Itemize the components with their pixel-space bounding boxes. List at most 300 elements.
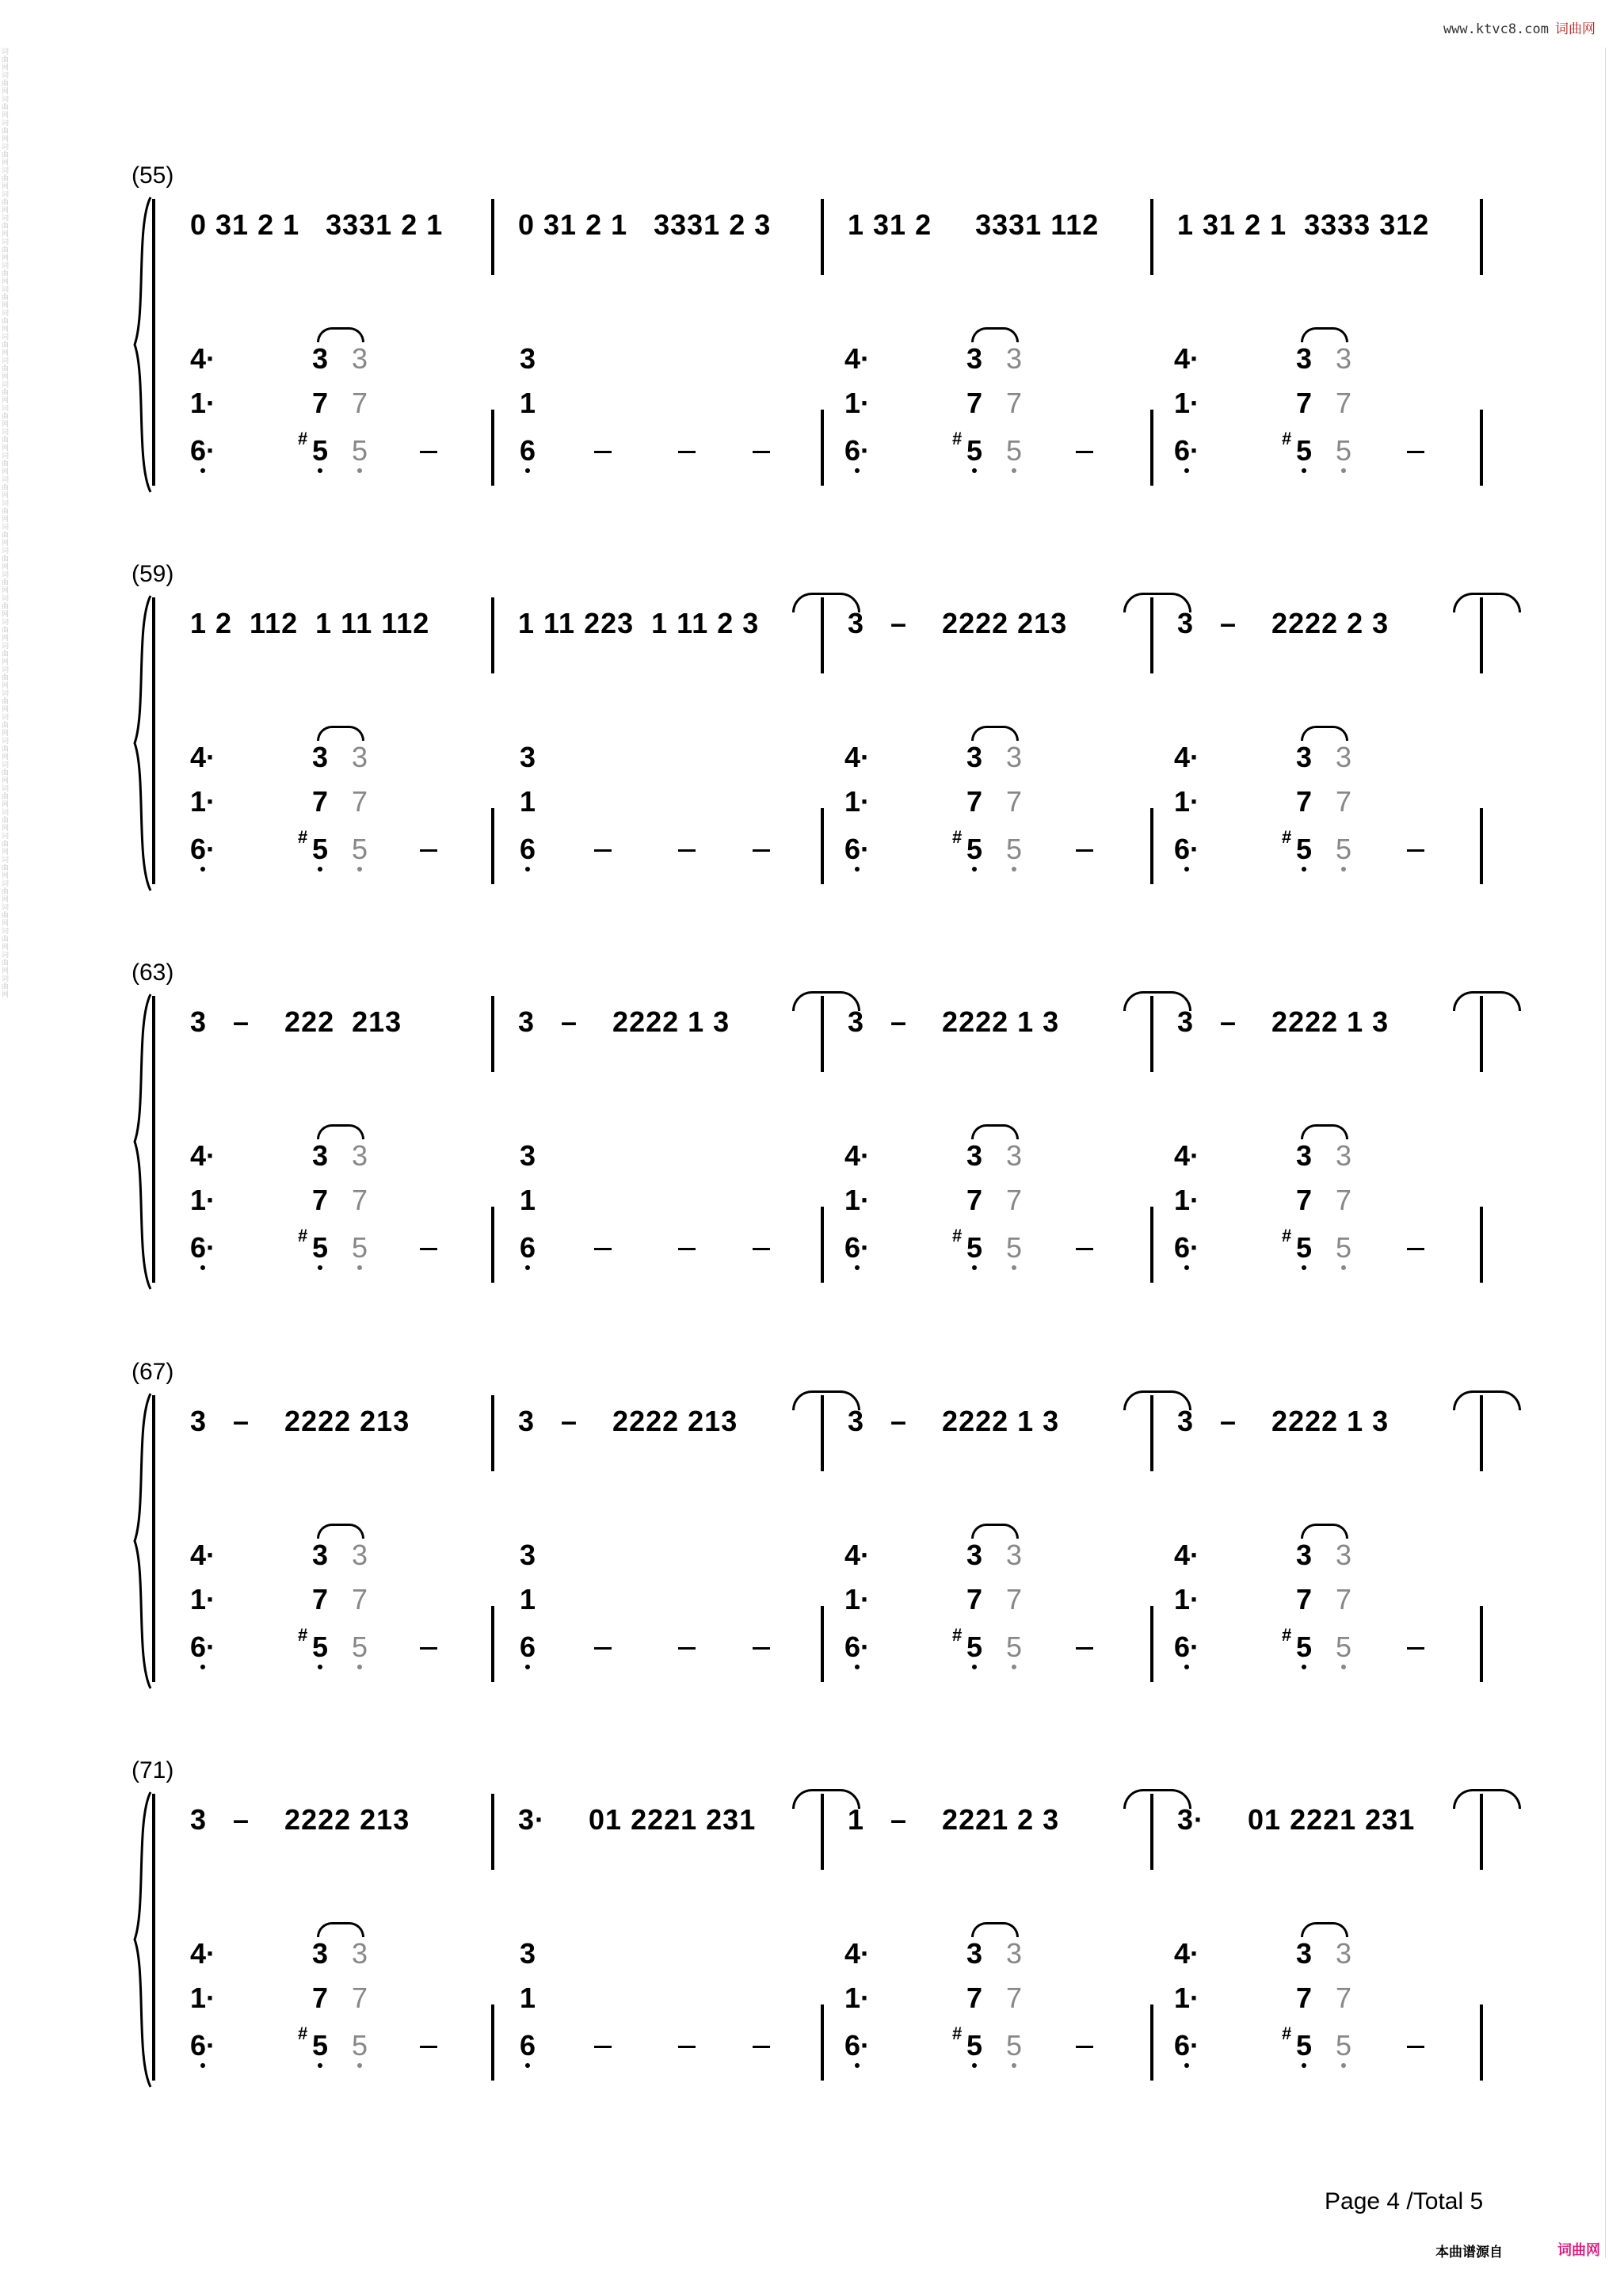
- chord-note: 5: [966, 2029, 983, 2062]
- barline: [491, 410, 494, 486]
- chord-note: 4·: [1173, 741, 1199, 773]
- chord-note: 7: [351, 785, 368, 818]
- chord-note: 5: [1295, 434, 1313, 467]
- tie-arc: [317, 726, 364, 741]
- chord-note: 3: [519, 342, 536, 375]
- chord-note: 3: [966, 1937, 983, 1970]
- chord-note: 5: [1295, 833, 1313, 865]
- low-octave-dot: [1341, 1265, 1346, 1270]
- chord-note: 7: [311, 1982, 329, 2014]
- rest-dash: [1407, 1248, 1424, 1250]
- barline: [1480, 808, 1483, 884]
- chord-note: 1·: [1173, 785, 1199, 818]
- chord-note: 1·: [1173, 1184, 1199, 1216]
- chord-note: 1: [519, 1184, 536, 1216]
- tie-arc: [317, 1124, 364, 1139]
- chord-note: 1·: [844, 785, 870, 818]
- chord-note: 3: [1295, 1539, 1313, 1571]
- chord-note: 1: [519, 387, 536, 419]
- chord-note: 3: [311, 342, 329, 375]
- chord-note: 6·: [844, 1231, 870, 1264]
- chord-note: 7: [1295, 785, 1313, 818]
- chord-note: 7: [311, 1184, 329, 1216]
- header-url: [1443, 17, 1595, 37]
- chord-note: 4·: [1173, 342, 1199, 375]
- tie-arc: [1453, 991, 1521, 1011]
- tie-arc: [1453, 593, 1521, 612]
- low-octave-dot: [1341, 468, 1346, 473]
- chord-note: 3: [1005, 1139, 1023, 1172]
- rest-dash: [420, 1248, 437, 1250]
- chord-note: 3: [311, 1937, 329, 1970]
- chord-note: 5: [351, 833, 368, 865]
- tie-arc: [1301, 726, 1348, 741]
- chord-note: 3: [1335, 1937, 1352, 1970]
- low-octave-dot: [1184, 1265, 1189, 1270]
- chord-note: 4·: [189, 1139, 215, 1172]
- chord-note: 7: [1005, 1184, 1023, 1216]
- rest-dash: [678, 451, 696, 453]
- rest-dash: [1076, 849, 1093, 852]
- low-octave-dot: [357, 867, 362, 872]
- chord-note: 4·: [844, 342, 870, 375]
- chord-note: 7: [1335, 1982, 1352, 2014]
- chord-note: 5: [1335, 1231, 1352, 1264]
- chord-note: 7: [1335, 387, 1352, 419]
- melody-measure: 3 – 222 213: [190, 1005, 402, 1038]
- barline: [1480, 1207, 1483, 1283]
- melody-measure: 0 31 2 1 3331 2 1: [190, 208, 444, 241]
- rest-dash: [678, 1248, 696, 1250]
- chord-note: 5: [1335, 2029, 1352, 2062]
- barline: [1480, 199, 1483, 275]
- low-octave-dot: [357, 1265, 362, 1270]
- chord-note: 5: [311, 1231, 329, 1264]
- chord-note: 3: [351, 1937, 368, 1970]
- chord-note: 5: [1005, 2029, 1023, 2062]
- barline: [821, 1207, 824, 1283]
- chord-note: 7: [351, 1982, 368, 2014]
- chord-note: 5: [966, 434, 983, 467]
- measure-number: (55): [132, 162, 174, 189]
- rest-dash: [753, 849, 770, 852]
- low-octave-dot: [972, 2063, 977, 2068]
- chord-note: 3: [966, 1139, 983, 1172]
- rest-dash: [594, 849, 612, 852]
- low-octave-dot: [855, 1265, 860, 1270]
- tie-arc: [1123, 991, 1191, 1011]
- chord-note: 6: [519, 833, 536, 865]
- chord-note: 5: [1005, 833, 1023, 865]
- chord-note: 1·: [1173, 1583, 1199, 1615]
- barline: [1150, 808, 1153, 884]
- low-octave-dot: [200, 1265, 205, 1270]
- chord-note: 3: [311, 1139, 329, 1172]
- chord-note: 4·: [844, 1139, 870, 1172]
- barline: [821, 199, 824, 275]
- sharp-sign: #: [1282, 2024, 1292, 2043]
- rest-dash: [1407, 451, 1424, 453]
- chord-note: 5: [351, 2029, 368, 2062]
- measure-number: (59): [132, 561, 174, 587]
- chord-note: 5: [966, 833, 983, 865]
- chord-note: 6: [519, 434, 536, 467]
- low-octave-dot: [318, 468, 322, 473]
- tie-arc: [792, 991, 860, 1011]
- barline: [1480, 2004, 1483, 2081]
- barline: [1150, 1606, 1153, 1682]
- melody-measure: 3 – 2222 213: [518, 1405, 738, 1437]
- chord-note: 5: [1005, 1631, 1023, 1663]
- low-octave-dot: [1184, 867, 1189, 872]
- rest-dash: [1407, 1647, 1424, 1650]
- tie-arc: [1453, 1789, 1521, 1809]
- melody-measure: 3 – 2222 2 3: [1177, 607, 1390, 639]
- chord-note: 3: [1005, 741, 1023, 773]
- low-octave-dot: [200, 2063, 205, 2068]
- chord-note: 3: [311, 1539, 329, 1571]
- chord-note: 7: [351, 387, 368, 419]
- score-system: [0, 959, 1624, 1292]
- low-octave-dot: [855, 468, 860, 473]
- low-octave-dot: [525, 1265, 530, 1270]
- chord-note: 4·: [1173, 1539, 1199, 1571]
- chord-note: 7: [1295, 387, 1313, 419]
- chord-note: 3: [1335, 1539, 1352, 1571]
- chord-note: 5: [1295, 1631, 1313, 1663]
- melody-measure: 3 – 2222 1 3: [848, 1005, 1060, 1038]
- chord-note: 3: [311, 741, 329, 773]
- low-octave-dot: [318, 1265, 322, 1270]
- rest-dash: [594, 2046, 612, 2048]
- barline: [491, 597, 494, 673]
- page-indicator: Page 4 /Total 5: [1325, 2188, 1484, 2214]
- sharp-sign: #: [952, 1625, 963, 1645]
- chord-note: 3: [1295, 1139, 1313, 1172]
- low-octave-dot: [200, 468, 205, 473]
- chord-note: 6·: [189, 1631, 215, 1663]
- rest-dash: [594, 1248, 612, 1250]
- tie-arc: [1123, 593, 1191, 612]
- barline: [1480, 1606, 1483, 1682]
- rest-dash: [1076, 1248, 1093, 1250]
- chord-note: 7: [966, 1583, 983, 1615]
- barline: [1150, 199, 1153, 275]
- tie-arc: [1301, 327, 1348, 342]
- rest-dash: [594, 1647, 612, 1650]
- chord-note: 3: [1005, 342, 1023, 375]
- chord-note: 3: [1295, 741, 1313, 773]
- melody-measure: 1 31 2 1 3333 312: [1177, 208, 1430, 241]
- rest-dash: [1407, 849, 1424, 852]
- rest-dash: [678, 849, 696, 852]
- tie-arc: [971, 327, 1019, 342]
- barline: [821, 808, 824, 884]
- chord-note: 1: [519, 1583, 536, 1615]
- tie-arc: [1301, 1124, 1348, 1139]
- chord-note: 6: [519, 1231, 536, 1264]
- measure-number: (71): [132, 1757, 174, 1783]
- chord-note: 6: [519, 2029, 536, 2062]
- chord-note: 5: [351, 1631, 368, 1663]
- low-octave-dot: [1012, 468, 1016, 473]
- chord-note: 4·: [844, 741, 870, 773]
- melody-measure: 3 – 2222 213: [190, 1803, 410, 1836]
- sharp-sign: #: [952, 429, 963, 448]
- chord-note: 1·: [844, 387, 870, 419]
- low-octave-dot: [318, 1665, 322, 1669]
- tie-arc: [317, 327, 364, 342]
- rest-dash: [753, 2046, 770, 2048]
- chord-note: 3: [1335, 741, 1352, 773]
- chord-note: 5: [311, 1631, 329, 1663]
- chord-note: 3: [519, 741, 536, 773]
- low-octave-dot: [1012, 1265, 1016, 1270]
- low-octave-dot: [1184, 1665, 1189, 1669]
- chord-note: 5: [1295, 1231, 1313, 1264]
- barline: [491, 1395, 494, 1471]
- chord-note: 4·: [844, 1937, 870, 1970]
- chord-note: 3: [966, 741, 983, 773]
- tie-arc: [971, 1524, 1019, 1539]
- chord-note: 6·: [1173, 1631, 1199, 1663]
- chord-note: 1·: [1173, 1982, 1199, 2014]
- chord-note: 3: [966, 1539, 983, 1571]
- chord-note: 7: [1295, 1982, 1313, 2014]
- tie-arc: [792, 1390, 860, 1410]
- sharp-sign: #: [298, 1226, 308, 1245]
- chord-note: 1·: [189, 387, 215, 419]
- melody-measure: 1 11 223 1 11 2 3: [518, 607, 760, 639]
- chord-note: 7: [1335, 1583, 1352, 1615]
- rest-dash: [1407, 2046, 1424, 2048]
- rest-dash: [1076, 1647, 1093, 1650]
- sharp-sign: #: [298, 429, 308, 448]
- header-brand: 词曲网: [1555, 21, 1595, 36]
- low-octave-dot: [357, 1665, 362, 1669]
- tie-arc: [1123, 1789, 1191, 1809]
- chord-note: 5: [1335, 434, 1352, 467]
- rest-dash: [594, 451, 612, 453]
- barline: [491, 808, 494, 884]
- chord-note: 7: [1335, 785, 1352, 818]
- tie-arc: [971, 1124, 1019, 1139]
- chord-note: 3: [351, 1539, 368, 1571]
- chord-note: 3: [351, 342, 368, 375]
- chord-note: 7: [966, 785, 983, 818]
- barline: [821, 2004, 824, 2081]
- low-octave-dot: [525, 1665, 530, 1669]
- chord-note: 1·: [189, 1184, 215, 1216]
- system-line: [152, 1794, 155, 2081]
- low-octave-dot: [1184, 2063, 1189, 2068]
- rest-dash: [1076, 451, 1093, 453]
- system-brace: [132, 991, 154, 1296]
- chord-note: 3: [1295, 342, 1313, 375]
- low-octave-dot: [1012, 867, 1016, 872]
- melody-measure: 3 – 2222 213: [190, 1405, 410, 1437]
- chord-note: 4·: [844, 1539, 870, 1571]
- low-octave-dot: [1302, 1265, 1306, 1270]
- low-octave-dot: [972, 468, 977, 473]
- low-octave-dot: [357, 2063, 362, 2068]
- low-octave-dot: [855, 867, 860, 872]
- chord-note: 6·: [1173, 2029, 1199, 2062]
- barline: [821, 1606, 824, 1682]
- sharp-sign: #: [298, 1625, 308, 1645]
- melody-measure: 3 – 2222 1 3: [1177, 1405, 1390, 1437]
- barline: [491, 1794, 494, 1870]
- low-octave-dot: [1341, 1665, 1346, 1669]
- barline: [491, 199, 494, 275]
- chord-note: 3: [351, 741, 368, 773]
- chord-note: 5: [351, 434, 368, 467]
- chord-note: 7: [1005, 785, 1023, 818]
- chord-note: 6·: [844, 833, 870, 865]
- chord-note: 7: [1295, 1583, 1313, 1615]
- barline: [821, 410, 824, 486]
- rest-dash: [420, 2046, 437, 2048]
- chord-note: 4·: [189, 342, 215, 375]
- chord-note: 4·: [1173, 1139, 1199, 1172]
- tie-arc: [792, 593, 860, 612]
- chord-note: 3: [1335, 1139, 1352, 1172]
- chord-note: 3: [1335, 342, 1352, 375]
- score-system: [0, 1359, 1624, 1692]
- system-line: [152, 1395, 155, 1682]
- low-octave-dot: [1302, 1665, 1306, 1669]
- low-octave-dot: [200, 867, 205, 872]
- chord-note: 3: [519, 1937, 536, 1970]
- chord-note: 4·: [189, 1539, 215, 1571]
- tie-arc: [792, 1789, 860, 1809]
- low-octave-dot: [357, 468, 362, 473]
- chord-note: 5: [1295, 2029, 1313, 2062]
- chord-note: 7: [1335, 1184, 1352, 1216]
- low-octave-dot: [318, 867, 322, 872]
- system-brace: [132, 593, 154, 898]
- chord-note: 7: [1005, 1583, 1023, 1615]
- system-brace: [132, 1390, 154, 1695]
- chord-note: 7: [311, 387, 329, 419]
- chord-note: 7: [351, 1184, 368, 1216]
- chord-note: 6·: [1173, 434, 1199, 467]
- sharp-sign: #: [1282, 1226, 1292, 1245]
- chord-note: 5: [351, 1231, 368, 1264]
- low-octave-dot: [1184, 468, 1189, 473]
- melody-measure: 1 2 112 1 11 112: [190, 607, 430, 639]
- chord-note: 1·: [844, 1184, 870, 1216]
- sharp-sign: #: [1282, 1625, 1292, 1645]
- melody-measure: 3 – 2222 1 3: [848, 1405, 1060, 1437]
- chord-note: 7: [1005, 387, 1023, 419]
- melody-measure: 1 – 2221 2 3: [848, 1803, 1060, 1836]
- chord-note: 1: [519, 1982, 536, 2014]
- chord-note: 4·: [1173, 1937, 1199, 1970]
- low-octave-dot: [1341, 867, 1346, 872]
- low-octave-dot: [1012, 1665, 1016, 1669]
- low-octave-dot: [972, 1665, 977, 1669]
- score-system: [0, 561, 1624, 894]
- chord-note: 6·: [1173, 1231, 1199, 1264]
- chord-note: 1·: [189, 1583, 215, 1615]
- measure-number: (63): [132, 959, 174, 986]
- low-octave-dot: [972, 1265, 977, 1270]
- chord-note: 5: [1005, 434, 1023, 467]
- system-line: [152, 199, 155, 486]
- chord-note: 5: [1335, 833, 1352, 865]
- system-line: [152, 996, 155, 1283]
- tie-arc: [317, 1524, 364, 1539]
- rest-dash: [753, 1248, 770, 1250]
- chord-note: 7: [351, 1583, 368, 1615]
- barline: [1150, 410, 1153, 486]
- chord-note: 3: [519, 1539, 536, 1571]
- low-octave-dot: [1341, 2063, 1346, 2068]
- low-octave-dot: [525, 2063, 530, 2068]
- chord-note: 1: [519, 785, 536, 818]
- chord-note: 6·: [1173, 833, 1199, 865]
- chord-note: 3: [351, 1139, 368, 1172]
- melody-measure: 3· 01 2221 231: [518, 1803, 757, 1836]
- system-line: [152, 597, 155, 884]
- barline: [1150, 1207, 1153, 1283]
- site-url: www.ktvc8.com: [1443, 21, 1549, 37]
- sharp-sign: #: [952, 827, 963, 847]
- chord-note: 4·: [189, 741, 215, 773]
- chord-note: 5: [311, 434, 329, 467]
- score-system: [0, 1757, 1624, 2090]
- chord-note: 5: [311, 833, 329, 865]
- tie-arc: [317, 1922, 364, 1937]
- chord-note: 3: [1295, 1937, 1313, 1970]
- low-octave-dot: [972, 867, 977, 872]
- rest-dash: [420, 1647, 437, 1650]
- melody-measure: 3 – 2222 1 3: [1177, 1005, 1390, 1038]
- low-octave-dot: [200, 1665, 205, 1669]
- sharp-sign: #: [952, 2024, 963, 2043]
- sharp-sign: #: [298, 2024, 308, 2043]
- barline: [491, 996, 494, 1072]
- rest-dash: [753, 1647, 770, 1650]
- low-octave-dot: [855, 2063, 860, 2068]
- sharp-sign: #: [298, 827, 308, 847]
- tie-arc: [971, 726, 1019, 741]
- chord-note: 5: [966, 1631, 983, 1663]
- rest-dash: [420, 451, 437, 453]
- chord-note: 1·: [189, 785, 215, 818]
- source-label: 本曲谱源自: [1435, 2245, 1503, 2260]
- system-brace: [132, 1789, 154, 2094]
- melody-measure: 3 – 2222 213: [848, 607, 1068, 639]
- system-brace: [132, 194, 154, 499]
- sharp-sign: #: [1282, 429, 1292, 448]
- melody-measure: 3 – 2222 1 3: [518, 1005, 730, 1038]
- chord-note: 6·: [844, 2029, 870, 2062]
- rest-dash: [420, 849, 437, 852]
- chord-note: 1·: [844, 1583, 870, 1615]
- chord-note: 6·: [189, 2029, 215, 2062]
- melody-measure: 3· 01 2221 231: [1177, 1803, 1416, 1836]
- melody-measure: 0 31 2 1 3331 2 3: [518, 208, 772, 241]
- melody-measure: 1 31 2 3331 112: [848, 208, 1100, 241]
- chord-note: 3: [519, 1139, 536, 1172]
- footer-brand-logo: 词曲网: [1557, 2242, 1600, 2258]
- chord-note: 7: [311, 1583, 329, 1615]
- chord-note: 6·: [844, 434, 870, 467]
- barline: [1150, 2004, 1153, 2081]
- rest-dash: [678, 2046, 696, 2048]
